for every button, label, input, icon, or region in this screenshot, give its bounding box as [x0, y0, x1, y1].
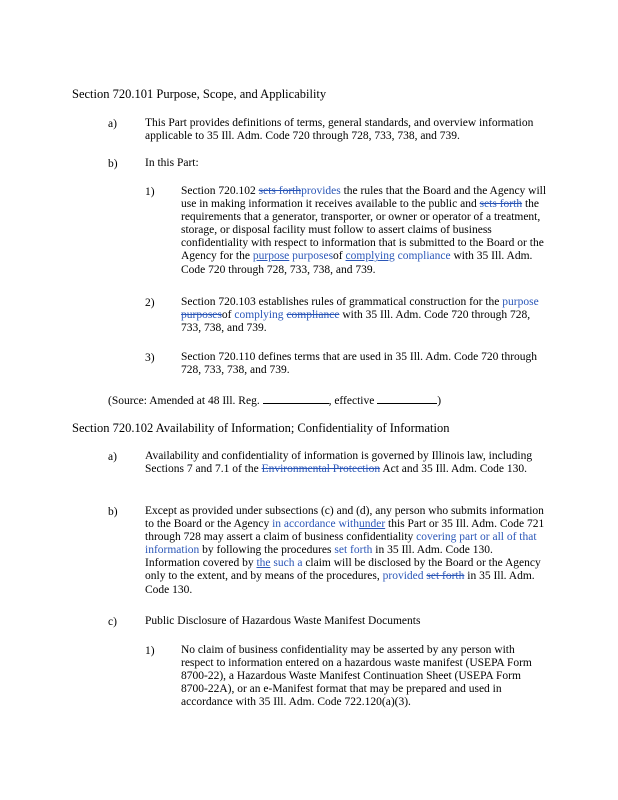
deleted-text: sets forth [479, 198, 523, 211]
section-720-101-heading: Section 720.101 Purpose, Scope, and Applicability [72, 87, 327, 101]
subsection-b-text: In this Part: [145, 157, 199, 169]
inserted-text: set forth [334, 544, 373, 557]
inserted-text: provided [382, 570, 424, 583]
subsection-b-label: b) [108, 158, 118, 170]
inserted-text: compliance [397, 250, 451, 263]
inserted-text: covering part or all of that information [145, 531, 537, 557]
inserted-text: such a [273, 557, 303, 570]
inserted-text: purpose [252, 250, 290, 263]
item-1-text: No claim of business confidentiality may be asserted by any person with respect to information entered on a hazardous waste manifest (USEPA Form 8700-22), a Hazardous Waste Manifest Continuation Sheet (USEPA Form 8700-22A), or an e-Manifest format that may be prepared and used in accordance with 35 Ill. Adm. Code 722.120(a)(3). [181, 644, 532, 709]
item-1-label: 1) [145, 645, 155, 657]
inserted-text: purpose [502, 296, 539, 308]
subsection-c-label: c) [108, 616, 117, 628]
item-2-label: 2) [145, 297, 155, 309]
subsection-a-text: This Part provides definitions of terms, general standards, and overview information applicable to 35 Ill. Adm. Code 720 through 728, 733, 738, and 739. [145, 117, 534, 143]
item-1-label: 1) [145, 186, 155, 198]
deleted-text: compliance [286, 309, 340, 322]
item-1-text: Section 720.102 sets forthprovides the rules that the Board and the Agency will use in making information it receives available to the public and sets forth the requirements that a generator, transporter, or owner or operator of a treatment, storage, or disposal facility must follow to assert claims of business confidentiality with respect to information that is submitted to the Board or the Agency for the purpose purposesof complying compliance with 35 Ill. Adm. Code 720 through 728, 733, 738, and 739. [181, 185, 547, 276]
item-3-label: 3) [145, 352, 155, 364]
section-720-102-heading: Section 720.102 Availability of Information; Confidentiality of Information [72, 421, 450, 435]
inserted-text: purposes [292, 250, 334, 263]
inserted-text: complying [234, 309, 284, 322]
subsection-c-text: Public Disclosure of Hazardous Waste Manifest Documents [145, 615, 421, 627]
source-note: (Source: Amended at 48 Ill. Reg. , effective ) [108, 395, 442, 407]
inserted-text: in accordance with [272, 518, 359, 531]
item-3-text: Section 720.110 defines terms that are used in 35 Ill. Adm. Code 720 through 728, 733, 738, and 739. [181, 351, 538, 377]
blank-effective-line [377, 394, 437, 404]
deleted-text: purposes [181, 309, 222, 322]
subsection-b-text: Except as provided under subsections (c) and (d), any person who submits information to the Board or the Agency in accordance withunder this Part or 35 Ill. Adm. Code 721 through 728 may assert a claim of business confidentiality covering part or all of that information by following the procedures set forth in 35 Ill. Adm. Code 130. Information covered by the such a claim will be disclosed by the Board or the Agency only to the extent, and by means of the procedures, provided set forth in 35 Ill. Adm. Code 130. [145, 505, 545, 596]
inserted-text: under [358, 518, 386, 531]
deleted-text: sets forth [258, 185, 302, 197]
deleted-text: set forth [426, 570, 465, 583]
subsection-a-text: Availability and confidentiality of information is governed by Illinois law, including Sections 7 and 7.1 of the Environmental Protection Act and 35 Ill. Adm. Code 130. [145, 450, 533, 476]
subsection-a-label: a) [108, 451, 117, 463]
inserted-text: the [256, 557, 271, 570]
deleted-text: Environmental Protection [261, 463, 381, 476]
subsection-b-label: b) [108, 506, 118, 518]
item-2-text: Section 720.103 establishes rules of grammatical construction for the purpose purposesof complying compliance with 35 Ill. Adm. Code 720 through 728, 733, 738, and 739. [181, 296, 539, 335]
blank-register-line [263, 394, 329, 404]
inserted-text: provides [301, 185, 341, 197]
inserted-text: complying [345, 250, 395, 263]
subsection-a-label: a) [108, 118, 117, 130]
